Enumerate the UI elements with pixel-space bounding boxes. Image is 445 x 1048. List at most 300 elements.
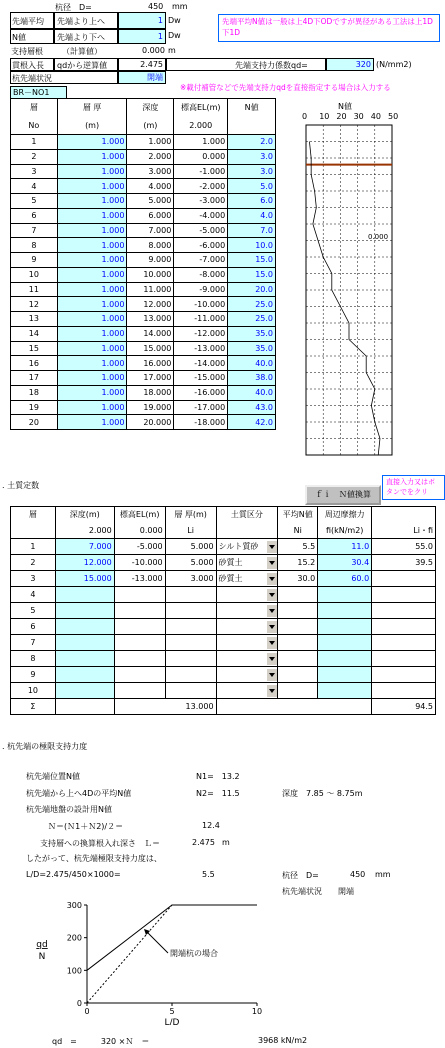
th-n: N値 [228, 99, 276, 117]
layer-n[interactable]: 42.0 [228, 415, 276, 430]
soil-thickness: 5.000 [165, 539, 216, 555]
layer-thickness[interactable]: 1.000 [57, 253, 127, 268]
layer-n[interactable]: 15.0 [228, 267, 276, 282]
calc-value: 0.000 [142, 46, 165, 55]
soil-depth[interactable] [55, 587, 114, 603]
layer-elevation: -6.000 [174, 238, 228, 253]
soil-avg-n [278, 667, 318, 683]
coef-label: 先端支持力係数qd= [235, 61, 308, 70]
soil-sub-lifi: Li・fi [372, 523, 436, 539]
layer-depth: 20.000 [127, 415, 174, 430]
fi-convert-button[interactable]: ｆｉ Ｎ値換算 [305, 485, 381, 505]
layer-row [11, 253, 276, 268]
soil-row [11, 683, 436, 699]
soil-layer-no: 8 [11, 651, 56, 667]
soil-product [372, 603, 436, 619]
soil-layer-no: 2 [11, 555, 56, 571]
soil-sub-type [216, 523, 278, 539]
qd-x-label: L/D [164, 1018, 180, 1025]
layer-n[interactable]: 4.0 [228, 208, 276, 223]
cap-l-value: 2.475 [192, 838, 215, 847]
soil-thickness: 5.000 [165, 555, 216, 571]
layer-elevation: 0.000 [174, 149, 228, 164]
layer-row [11, 164, 276, 179]
soil-avg-n: 15.2 [278, 555, 318, 571]
soil-row [11, 539, 436, 555]
cap-l-unit: m [222, 838, 230, 847]
layer-row [11, 297, 276, 312]
below-label: 先端より下へ [57, 33, 105, 42]
layer-n[interactable]: 2.0 [228, 135, 276, 150]
soil-depth[interactable] [55, 683, 114, 699]
layer-row [11, 341, 276, 356]
layer-elevation: -15.000 [174, 371, 228, 386]
layer-no: 5 [11, 194, 58, 209]
coef-input[interactable]: 320 [326, 58, 374, 71]
soil-row [11, 635, 436, 651]
layer-thickness[interactable]: 1.000 [57, 371, 127, 386]
soil-layer-no: 1 [11, 539, 56, 555]
layer-depth: 9.000 [127, 253, 174, 268]
soil-sub-fi: fi(kN/m2) [318, 523, 372, 539]
soil-avg-n [278, 587, 318, 603]
soil-row [11, 587, 436, 603]
qd-x-tick-label: 10 [251, 1007, 263, 1016]
soil-thickness [165, 603, 216, 619]
layer-thickness[interactable]: 1.000 [57, 282, 127, 297]
qd-x-tick-label: 5 [169, 1007, 175, 1016]
soil-elevation: -5.000 [114, 539, 165, 555]
soil-friction [318, 683, 372, 699]
soil-th-layer: 層 [11, 507, 56, 523]
soil-sub-depth-start: 2.000 [55, 523, 114, 539]
soil-product [372, 683, 436, 699]
layer-no: 7 [11, 223, 58, 238]
layer-depth: 2.000 [127, 149, 174, 164]
layer-row [11, 312, 276, 327]
layer-no: 13 [11, 312, 58, 327]
soil-th-friction: 周辺摩擦力 [318, 507, 372, 523]
embed-cell [10, 58, 54, 71]
n-value-chart [304, 124, 394, 456]
layer-depth: 7.000 [127, 223, 174, 238]
layer-elevation: -2.000 [174, 179, 228, 194]
layer-no: 4 [11, 179, 58, 194]
layer-row [11, 208, 276, 223]
layer-depth: 16.000 [127, 356, 174, 371]
layer-n[interactable]: 15.0 [228, 253, 276, 268]
qd-result: 3968 kN/m2 [258, 1036, 308, 1045]
layer-thickness[interactable]: 1.000 [57, 149, 127, 164]
n-chart-tick-label: 0 [302, 112, 308, 121]
tip-state-label: 杭先端状況 [12, 74, 52, 83]
layer-depth: 10.000 [127, 267, 174, 282]
layer-no: 20 [11, 415, 58, 430]
qd-y-tick-label: 200 [66, 933, 82, 943]
chevron-down-icon[interactable] [267, 669, 277, 681]
soil-depth[interactable]: 15.000 [55, 571, 114, 587]
layer-no: 11 [11, 282, 58, 297]
soil-avg-n [278, 619, 318, 635]
qd-annotation: 開端杭の場合 [170, 949, 218, 958]
layer-elevation: -12.000 [174, 326, 228, 341]
qd-cell [54, 58, 118, 71]
layer-row [11, 371, 276, 386]
chevron-down-icon[interactable] [267, 653, 277, 665]
below-input[interactable]: 1 [118, 29, 166, 44]
chevron-down-icon[interactable] [267, 573, 277, 585]
layer-elevation: -16.000 [174, 385, 228, 400]
chevron-down-icon[interactable] [267, 605, 277, 617]
soil-depth[interactable] [55, 619, 114, 635]
qd-y-tick-label: 100 [66, 966, 82, 976]
soil-type[interactable] [216, 635, 278, 651]
soil-type[interactable] [216, 651, 278, 667]
layer-thickness[interactable]: 1.000 [57, 415, 127, 430]
soil-product [372, 587, 436, 603]
soil-sub-ni: Ni [278, 523, 318, 539]
layer-thickness[interactable]: 1.000 [57, 179, 127, 194]
n-chart-tick-label: 50 [388, 112, 399, 121]
soil-avg-n [278, 635, 318, 651]
n-chart-title: N値 [338, 102, 352, 111]
layer-n[interactable]: 40.0 [228, 385, 276, 400]
cap-diameter-unit: mm [375, 870, 391, 879]
soil-layer-no: 7 [11, 635, 56, 651]
qd-y-label-top: qd [36, 940, 48, 950]
soil-sub-layer [11, 523, 56, 539]
layer-thickness[interactable]: 1.000 [57, 267, 127, 282]
layer-row [11, 326, 276, 341]
soil-sum-empty [55, 699, 114, 715]
layer-n[interactable]: 5.0 [228, 179, 276, 194]
soil-layer-no: 5 [11, 603, 56, 619]
soil-thickness [165, 683, 216, 699]
layer-depth: 8.000 [127, 238, 174, 253]
soil-avg-n [278, 683, 318, 699]
layer-thickness[interactable]: 1.000 [57, 312, 127, 327]
layer-n[interactable]: 35.0 [228, 326, 276, 341]
note-direct-input: 直接入力又はボタンでをクリ [382, 475, 445, 500]
layer-depth: 17.000 [127, 371, 174, 386]
soil-elevation [114, 619, 165, 635]
layer-depth: 19.000 [127, 400, 174, 415]
cap-line6: したがって、杭先端極限支持力度は、 [26, 854, 162, 863]
cap-n1: N1= 13.2 [196, 772, 240, 781]
layer-thickness[interactable]: 1.000 [57, 208, 127, 223]
cap-diameter-label: 杭径 D= [282, 871, 319, 880]
layer-n[interactable]: 25.0 [228, 297, 276, 312]
soil-type[interactable] [216, 619, 278, 635]
layer-n[interactable]: 20.0 [228, 282, 276, 297]
above-cell [54, 12, 118, 29]
soil-layer-no: 4 [11, 587, 56, 603]
chevron-down-icon[interactable] [267, 541, 277, 553]
soil-product: 39.5 [372, 555, 436, 571]
soil-depth[interactable] [55, 651, 114, 667]
soil-product [372, 651, 436, 667]
layer-n[interactable]: 3.0 [228, 164, 276, 179]
soil-type-value: 砂質土 [218, 557, 243, 567]
layer-no: 1 [11, 135, 58, 150]
soil-avg-n: 5.5 [278, 539, 318, 555]
soil-friction [318, 667, 372, 683]
cap-n-value: 12.4 [202, 821, 220, 830]
layer-header-row [11, 99, 276, 117]
soil-th-product [372, 507, 436, 523]
layer-elevation: -9.000 [174, 282, 228, 297]
soil-th-depth: 深度(m) [55, 507, 114, 523]
layer-no: 19 [11, 400, 58, 415]
soil-elevation [114, 667, 165, 683]
soil-thickness [165, 635, 216, 651]
soil-friction: 30.4 [318, 555, 372, 571]
layer-row [11, 223, 276, 238]
soil-row [11, 651, 436, 667]
layer-thickness[interactable]: 1.000 [57, 135, 127, 150]
layer-n[interactable]: 38.0 [228, 371, 276, 386]
soil-type[interactable] [216, 667, 278, 683]
coef-unit: (N/mm2) [376, 60, 412, 69]
qd-y-tick-label: 300 [66, 901, 82, 910]
layer-row [11, 149, 276, 164]
soil-product [372, 667, 436, 683]
soil-sum-length: 13.000 [114, 699, 216, 715]
n-label: N値 [12, 33, 26, 42]
layer-thickness[interactable]: 1.000 [57, 238, 127, 253]
layer-no: 14 [11, 326, 58, 341]
qd-value: 2.475 [118, 58, 166, 71]
layer-thickness[interactable]: 1.000 [57, 164, 127, 179]
sub-n [228, 117, 276, 135]
tip-avg-label: 先端平均 [12, 17, 44, 26]
soil-depth[interactable] [55, 635, 114, 651]
layer-elevation: -5.000 [174, 223, 228, 238]
soil-row [11, 619, 436, 635]
soil-friction [318, 587, 372, 603]
layer-n[interactable]: 6.0 [228, 194, 276, 209]
layer-n[interactable]: 7.0 [228, 223, 276, 238]
layer-no: 18 [11, 385, 58, 400]
diameter-unit: mm [172, 2, 188, 11]
tip-state-input[interactable]: 開端 [118, 71, 166, 84]
cap-tip-state-value: 開端 [338, 887, 354, 896]
layer-depth: 18.000 [127, 385, 174, 400]
soil-layer-no: 6 [11, 619, 56, 635]
soil-thickness [165, 651, 216, 667]
soil-friction [318, 619, 372, 635]
layer-depth: 5.000 [127, 194, 174, 209]
cap-diameter-value: 450 [350, 870, 366, 879]
cap-line1: 杭先端位置N値 [26, 772, 80, 781]
layer-row [11, 282, 276, 297]
soil-layer-no: 3 [11, 571, 56, 587]
th-elevation: 標高EL(m) [174, 99, 228, 117]
calc-unit: m [168, 46, 176, 55]
calc-label: （計算値） [62, 47, 102, 56]
layer-elevation: -3.000 [174, 194, 228, 209]
layer-elevation: -4.000 [174, 208, 228, 223]
layer-thickness[interactable]: 1.000 [57, 223, 127, 238]
soil-thickness [165, 619, 216, 635]
soil-sum-empty-2 [216, 699, 372, 715]
soil-thickness [165, 667, 216, 683]
cap-line2: 杭先端から上へ4Dの平均N値 [26, 789, 132, 798]
soil-elevation [114, 587, 165, 603]
layer-subheader-row [11, 117, 276, 135]
layer-no: 16 [11, 356, 58, 371]
n-cell [10, 29, 54, 44]
layer-n[interactable]: 35.0 [228, 341, 276, 356]
soil-header-row [11, 507, 436, 523]
qd-label: qdから逆算値 [57, 61, 108, 70]
layer-depth: 12.000 [127, 297, 174, 312]
soil-sum-label: Σ [11, 699, 56, 715]
th-layer: 層 [11, 99, 58, 117]
layer-row [11, 400, 276, 415]
layer-thickness[interactable]: 1.000 [57, 194, 127, 209]
soil-elevation [114, 603, 165, 619]
sub-no: No [11, 117, 58, 135]
sub-depth-unit: (m) [127, 117, 174, 135]
soil-type[interactable] [216, 571, 278, 587]
layer-n[interactable]: 40.0 [228, 356, 276, 371]
n-chart-tick-label: 20 [336, 112, 347, 121]
layer-row [11, 135, 276, 150]
soil-subheader-row [11, 523, 436, 539]
dw-label-2: Dw [168, 31, 181, 40]
n-chart-tick-label: 10 [319, 112, 330, 121]
layer-row [11, 194, 276, 209]
soil-depth[interactable] [55, 603, 114, 619]
soil-elevation [114, 683, 165, 699]
n-chart-marker-label: 0.000 [368, 233, 389, 241]
sub-thickness-unit: (m) [57, 117, 127, 135]
layer-depth: 1.000 [127, 135, 174, 150]
chevron-down-icon[interactable] [267, 557, 277, 569]
soil-table [10, 506, 436, 715]
soil-type[interactable] [216, 603, 278, 619]
layer-no: 10 [11, 267, 58, 282]
soil-depth[interactable]: 7.000 [55, 539, 114, 555]
layer-thickness[interactable]: 1.000 [57, 326, 127, 341]
layer-row [11, 179, 276, 194]
soil-product: 55.0 [372, 539, 436, 555]
chevron-down-icon[interactable] [267, 621, 277, 633]
layer-depth: 6.000 [127, 208, 174, 223]
layer-row [11, 415, 276, 430]
cap-ld-value: 5.5 [202, 870, 215, 879]
cap-depth-range: 深度 7.85 ～ 8.75m [282, 789, 363, 798]
qd-n-chart [30, 895, 290, 1025]
layer-row [11, 238, 276, 253]
layer-depth: 3.000 [127, 164, 174, 179]
th-thickness: 層 厚 [57, 99, 127, 117]
soil-friction: 11.0 [318, 539, 372, 555]
diameter-value: 450 [148, 2, 164, 11]
soil-row [11, 667, 436, 683]
soil-type-value: シルト質砂 [218, 541, 259, 551]
soil-depth[interactable] [55, 667, 114, 683]
cap-ld-formula: L/D=2.475/450×1000= [26, 870, 121, 879]
above-label: 先端より上へ [57, 17, 105, 26]
qd-x-tick-label: 0 [84, 1007, 90, 1016]
layer-n[interactable]: 10.0 [228, 238, 276, 253]
soil-elevation: -13.000 [114, 571, 165, 587]
layer-depth: 13.000 [127, 312, 174, 327]
layer-n[interactable]: 43.0 [228, 400, 276, 415]
layer-elevation: -11.000 [174, 312, 228, 327]
chevron-down-icon[interactable] [267, 589, 277, 601]
soil-avg-n [278, 603, 318, 619]
layer-elevation: -18.000 [174, 415, 228, 430]
coef-cell [166, 58, 326, 71]
cap-line5: 支持層への換算根入れ深さ Ｌ＝ [40, 839, 160, 848]
layer-no: 8 [11, 238, 58, 253]
chevron-down-icon[interactable] [267, 685, 277, 697]
soil-section-title: . 土質定数 [2, 481, 40, 490]
soil-type[interactable] [216, 683, 278, 699]
layer-thickness[interactable]: 1.000 [57, 297, 127, 312]
soil-product [372, 571, 436, 587]
soil-elevation [114, 635, 165, 651]
layer-elevation: -17.000 [174, 400, 228, 415]
layer-depth: 11.000 [127, 282, 174, 297]
soil-th-elevation: 標高EL(m) [114, 507, 165, 523]
dw-label-1: Dw [168, 16, 181, 25]
layer-elevation: -13.000 [174, 341, 228, 356]
layer-depth: 14.000 [127, 326, 174, 341]
qd-formula: qd = 320 ×Ｎ ＝ [52, 1037, 150, 1046]
soil-depth[interactable]: 12.000 [55, 555, 114, 571]
boring-id: BR－NO1 [10, 86, 67, 99]
layer-elevation: 1.000 [174, 135, 228, 150]
layer-thickness[interactable]: 1.000 [57, 400, 127, 415]
soil-type[interactable] [216, 587, 278, 603]
layer-elevation: -14.000 [174, 356, 228, 371]
soil-friction [318, 603, 372, 619]
layer-thickness[interactable]: 1.000 [57, 341, 127, 356]
soil-row [11, 571, 436, 587]
qd-y-tick-label: 0 [76, 999, 82, 1008]
n-chart-tick-label: 30 [353, 112, 364, 121]
soil-th-thickness: 層 厚(m) [165, 507, 216, 523]
soil-type-value: 砂質土 [218, 573, 243, 583]
layer-n[interactable]: 3.0 [228, 149, 276, 164]
cap-line3: 杭先端地盤の設計用N値 [26, 805, 112, 814]
layer-elevation: -10.000 [174, 297, 228, 312]
cap-n2: N2= 11.5 [196, 789, 240, 798]
soil-type[interactable] [216, 539, 278, 555]
layer-thickness[interactable]: 1.000 [57, 385, 127, 400]
layer-no: 17 [11, 371, 58, 386]
support-depth-label: 支持層根 [11, 47, 43, 56]
soil-friction [318, 635, 372, 651]
layer-thickness[interactable]: 1.000 [57, 356, 127, 371]
layer-n[interactable]: 25.0 [228, 312, 276, 327]
qd-series-closed [87, 905, 257, 970]
layer-no: 6 [11, 208, 58, 223]
qd-y-label-bottom: N [38, 952, 46, 962]
qd-annotation-arrow [146, 931, 168, 953]
soil-th-type: 土質区分 [216, 507, 278, 523]
soil-type[interactable] [216, 555, 278, 571]
layer-elevation: -1.000 [174, 164, 228, 179]
above-input[interactable]: 1 [118, 12, 166, 29]
chevron-down-icon[interactable] [267, 637, 277, 649]
tip-avg-cell [10, 12, 54, 29]
soil-elevation [114, 651, 165, 667]
